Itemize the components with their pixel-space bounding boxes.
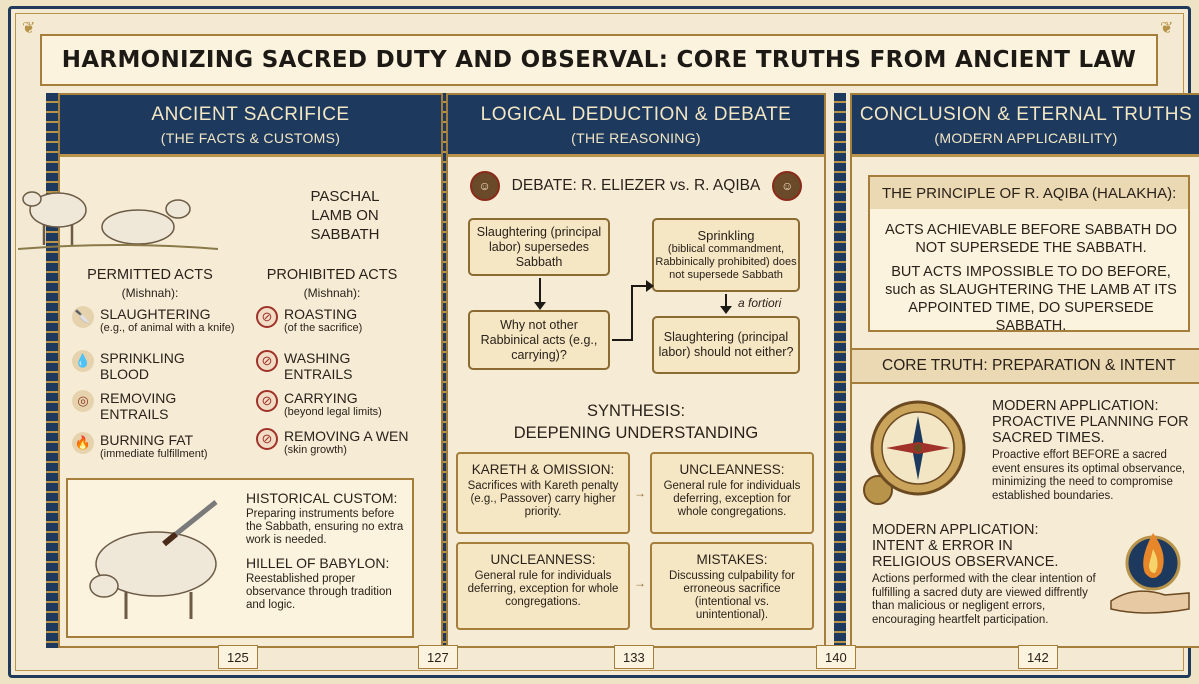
flow-arrows — [446, 200, 826, 380]
corner-ornament-icon: ❦ — [1160, 20, 1174, 37]
no-roasting-icon: ⊘ — [256, 306, 278, 328]
synthesis-heading: SYNTHESIS: DEEPENING UNDERSTANDING — [513, 402, 759, 442]
arrow-right-icon: → — [634, 486, 646, 500]
entrails-icon: ◎ — [72, 390, 94, 412]
title-band — [40, 34, 1158, 86]
page-number: 125 — [218, 645, 258, 669]
column-subheading: (THE REASONING) — [571, 129, 701, 146]
flow-box-sprinkling: Sprinkling (biblical commandment, Rabbinically prohibited) does not supersede Sabbath — [652, 218, 800, 292]
debate-title: DEBATE: R. ELIEZER vs. R. AQIBA — [511, 177, 761, 194]
custom-title: HISTORICAL CUSTOM: — [246, 490, 398, 506]
modern-application-planning: MODERN APPLICATION: PROACTIVE PLANNING FOR SACRED TIMES. Proactive effort BEFORE a sacred event ensures its optimal observance, minimizing the need to compromise established boundaries. — [992, 398, 1189, 502]
corner-ornament-icon: ❦ — [22, 20, 36, 37]
compass-icon — [858, 390, 978, 510]
hillel-title: HILLEL OF BABYLON: — [246, 555, 390, 571]
lambs-illustration — [18, 175, 218, 255]
column-heading: LOGICAL DEDUCTION & DEBATE — [480, 103, 792, 125]
ornamental-strip — [834, 93, 846, 648]
principle-rule-1: ACTS ACHIEVABLE BEFORE SABBATH DO NOT SUPERSEDE THE SABBATH. — [885, 222, 1177, 256]
permitted-act: 💧 SPRINKLING BLOOD — [72, 350, 242, 382]
prohibited-act: ⊘ REMOVING A WEN (skin growth) — [256, 428, 436, 457]
synthesis-card: KARETH & OMISSION: Sacrifices with Kareth penalty (e.g., Passover) carry higher priority. — [456, 452, 630, 534]
column-heading: ANCIENT SACRIFICE — [151, 103, 350, 125]
permitted-acts-title: PERMITTED ACTS (Mishnah): — [87, 267, 213, 300]
prohibited-act: ⊘ CARRYING (beyond legal limits) — [256, 390, 426, 419]
arrow-right-icon: → — [634, 576, 646, 590]
flow-box-should-not: Slaughtering (principal labor) should not either? — [652, 316, 800, 374]
column-header — [60, 95, 441, 157]
rabbi-aqiba-portrait: ☺ — [772, 171, 802, 201]
flow-box-slaughtering: Slaughtering (principal labor) supersedes Sabbath — [468, 218, 610, 276]
sheep-knife-illustration — [76, 494, 241, 624]
no-carrying-icon: ⊘ — [256, 390, 278, 412]
principle-title: THE PRINCIPLE OF R. AQIBA (HALAKHA): — [870, 177, 1188, 209]
column-header — [448, 95, 824, 157]
custom-desc: Preparing instruments before the Sabbath, ensuring no extra work is needed. — [246, 508, 404, 546]
prohibited-act: ⊘ ROASTING (of the sacrifice) — [256, 306, 426, 335]
core-truth-band: CORE TRUTH: PREPARATION & INTENT — [852, 348, 1199, 384]
paschal-lamb-label: PASCHAL LAMB ON SABBATH — [310, 188, 380, 243]
historical-custom-box — [66, 478, 414, 638]
flow-box-why-not: Why not other Rabbinical acts (e.g., carrying)? — [468, 310, 610, 370]
page-title: HARMONIZING SACRED DUTY AND OBSERVAL: CORE TRUTHS FROM ANCIENT LAW — [61, 47, 1137, 73]
principle-rule-2: BUT ACTS IMPOSSIBLE TO DO BEFORE, such as SLAUGHTERING THE LAMB AT ITS APPOINTED TIME, DO SUPERSEDE SABBATH. — [885, 264, 1177, 334]
permitted-act: 🔪 SLAUGHTERING (e.g., of animal with a knife) — [72, 306, 242, 335]
column-subheading: (THE FACTS & CUSTOMS) — [160, 129, 341, 146]
flame-in-hand-icon — [1105, 505, 1195, 625]
knife-icon: 🔪 — [72, 306, 94, 328]
column-subheading: (MODERN APPLICABILITY) — [934, 129, 1118, 146]
fire-icon: 🔥 — [72, 432, 94, 454]
page-number: 142 — [1018, 645, 1058, 669]
no-wen-icon: ⊘ — [256, 428, 278, 450]
a-fortiori-label: a fortiori — [738, 296, 782, 310]
principle-box — [868, 175, 1190, 332]
synthesis-card: UNCLEANNESS: General rule for individuals deferring, exception for whole congregations. — [456, 542, 630, 630]
debate-header — [458, 168, 814, 204]
hillel-desc: Reestablished proper observance through tradition and logic. — [246, 573, 392, 611]
permitted-act: 🔥 BURNING FAT (immediate fulfillment) — [72, 432, 252, 461]
no-washing-icon: ⊘ — [256, 350, 278, 372]
blood-drop-icon: 💧 — [72, 350, 94, 372]
synthesis-card: MISTAKES: Discussing culpability for erroneous sacrifice (intentional vs. unintentional). — [650, 542, 814, 630]
synthesis-card: UNCLEANNESS: General rule for individuals deferring, exception for whole congregations. — [650, 452, 814, 534]
page-number: 133 — [614, 645, 654, 669]
modern-application-intent: MODERN APPLICATION: INTENT & ERROR IN RELIGIOUS OBSERVANCE. Actions performed with the clear intention of fulfilling a sacred duty are viewed diffrently than malicious or negligent errors, encouraging heartfelt participation. — [872, 522, 1096, 626]
column-header — [852, 95, 1199, 157]
permitted-act: ◎ REMOVING ENTRAILS — [72, 390, 242, 422]
custom-text — [246, 490, 411, 612]
prohibited-acts-title: PROHIBITED ACTS (Mishnah): — [266, 267, 398, 300]
page-number: 140 — [816, 645, 856, 669]
column-heading: CONCLUSION & ETERNAL TRUTHS — [859, 103, 1193, 125]
rabbi-eliezer-portrait: ☺ — [470, 171, 500, 201]
page-number: 127 — [418, 645, 458, 669]
prohibited-act: ⊘ WASHING ENTRAILS — [256, 350, 426, 382]
